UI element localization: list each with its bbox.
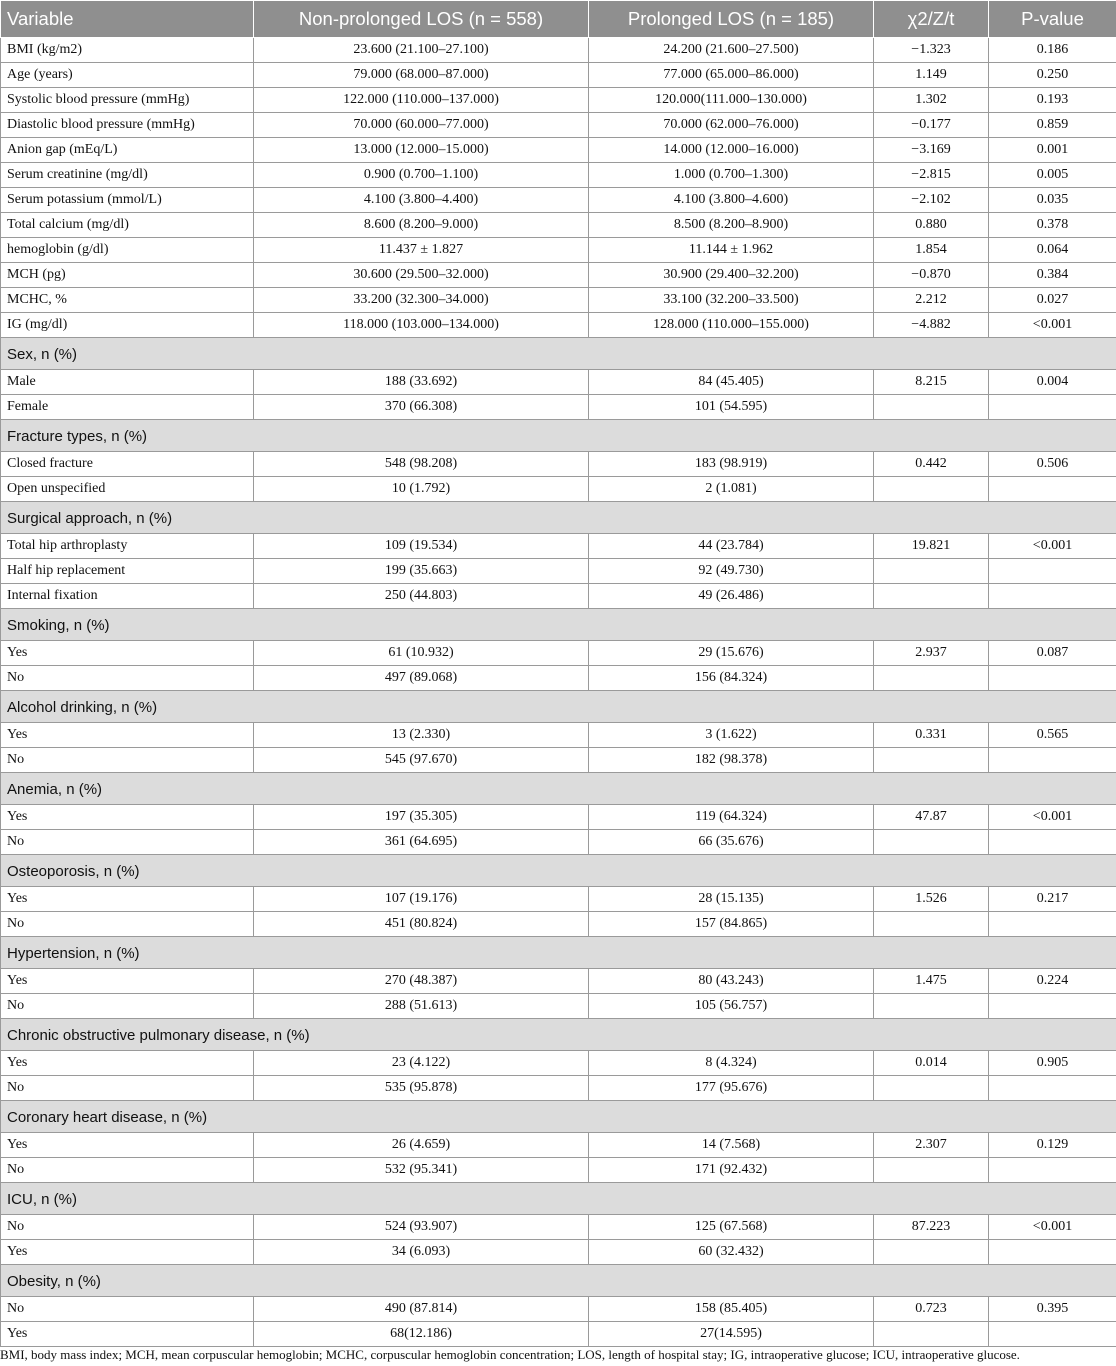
cell-non-prolonged: 13 (2.330) [254,723,589,748]
section-title: Coronary heart disease, n (%) [1,1101,1116,1133]
cell-non-prolonged: 361 (64.695) [254,830,589,855]
cell-prolonged: 128.000 (110.000–155.000) [589,313,874,338]
section-header-row [1,855,1116,887]
section-title: ICU, n (%) [1,1183,1116,1215]
table-row [1,1051,1116,1076]
section-title: Anemia, n (%) [1,773,1116,805]
table-row [1,63,1116,88]
cell-variable: BMI (kg/m2) [1,38,254,63]
cell-non-prolonged: 490 (87.814) [254,1297,589,1322]
cell-prolonged: 171 (92.432) [589,1158,874,1183]
table-row [1,666,1116,691]
cell-statistic: −3.169 [874,138,989,163]
cell-p-value: 0.087 [989,641,1116,666]
cell-prolonged: 84 (45.405) [589,370,874,395]
cell-prolonged: 28 (15.135) [589,887,874,912]
table-row [1,534,1116,559]
cell-prolonged: 183 (98.919) [589,452,874,477]
header-row [1,1,1116,38]
table-row [1,723,1116,748]
table-row [1,452,1116,477]
cell-statistic: 0.880 [874,213,989,238]
cell-prolonged: 8.500 (8.200–8.900) [589,213,874,238]
cell-statistic: 1.302 [874,88,989,113]
cell-prolonged: 3 (1.622) [589,723,874,748]
table-header [1,1,1116,38]
cell-statistic: 87.223 [874,1215,989,1240]
table-row [1,88,1116,113]
section-title: Osteoporosis, n (%) [1,855,1116,887]
table-row [1,1240,1116,1265]
cell-variable: Yes [1,1240,254,1265]
cell-statistic [874,1076,989,1101]
header-variable: Variable [1,1,254,38]
section-header-row [1,1019,1116,1051]
cell-statistic [874,1158,989,1183]
cell-prolonged: 70.000 (62.000–76.000) [589,113,874,138]
cell-statistic [874,395,989,420]
cell-non-prolonged: 118.000 (103.000–134.000) [254,313,589,338]
cell-prolonged: 2 (1.081) [589,477,874,502]
cell-prolonged: 14 (7.568) [589,1133,874,1158]
cell-statistic: 1.854 [874,238,989,263]
table-body [1,38,1116,1347]
cell-non-prolonged: 26 (4.659) [254,1133,589,1158]
cell-variable: No [1,1297,254,1322]
cell-p-value: 0.378 [989,213,1116,238]
table-row [1,748,1116,773]
cell-prolonged: 92 (49.730) [589,559,874,584]
cell-prolonged: 8 (4.324) [589,1051,874,1076]
cell-statistic [874,584,989,609]
cell-p-value [989,1240,1116,1265]
table-footnote: BMI, body mass index; MCH, mean corpuscular hemoglobin; MCHC, corpuscular hemoglobin concentration; LOS, length of hospital stay; IG, intraoperative glucose; ICU, intraoperative glucose. [0,1347,1020,1362]
cell-prolonged: 80 (43.243) [589,969,874,994]
cell-variable: No [1,912,254,937]
cell-variable: MCH (pg) [1,263,254,288]
cell-p-value: <0.001 [989,805,1116,830]
cell-statistic: 1.526 [874,887,989,912]
cell-prolonged: 119 (64.324) [589,805,874,830]
cell-statistic [874,1240,989,1265]
section-header-row [1,773,1116,805]
section-title: Alcohol drinking, n (%) [1,691,1116,723]
cell-variable: hemoglobin (g/dl) [1,238,254,263]
cell-non-prolonged: 532 (95.341) [254,1158,589,1183]
table-row [1,213,1116,238]
section-header-row [1,338,1116,370]
table-row [1,969,1116,994]
cell-variable: Total hip arthroplasty [1,534,254,559]
table-row [1,113,1116,138]
table-row [1,1297,1116,1322]
table-row [1,238,1116,263]
cell-non-prolonged: 288 (51.613) [254,994,589,1019]
cell-p-value [989,994,1116,1019]
cell-p-value: 0.859 [989,113,1116,138]
header-non-prolonged: Non-prolonged LOS (n = 558) [254,1,589,38]
cell-p-value [989,666,1116,691]
cell-variable: Age (years) [1,63,254,88]
cell-prolonged: 157 (84.865) [589,912,874,937]
section-header-row [1,691,1116,723]
table-row [1,263,1116,288]
cell-prolonged: 77.000 (65.000–86.000) [589,63,874,88]
cell-p-value: <0.001 [989,1215,1116,1240]
cell-non-prolonged: 70.000 (60.000–77.000) [254,113,589,138]
cell-statistic: −4.882 [874,313,989,338]
cell-p-value: 0.384 [989,263,1116,288]
table-row [1,994,1116,1019]
cell-p-value: 0.217 [989,887,1116,912]
table-row [1,1215,1116,1240]
cell-prolonged: 60 (32.432) [589,1240,874,1265]
table-row [1,1322,1116,1347]
cell-non-prolonged: 535 (95.878) [254,1076,589,1101]
cell-statistic: 47.87 [874,805,989,830]
cell-non-prolonged: 270 (48.387) [254,969,589,994]
cell-variable: Internal fixation [1,584,254,609]
cell-prolonged: 14.000 (12.000–16.000) [589,138,874,163]
table-row [1,477,1116,502]
cell-non-prolonged: 197 (35.305) [254,805,589,830]
cell-variable: Anion gap (mEq/L) [1,138,254,163]
cell-statistic: 1.149 [874,63,989,88]
cell-statistic: 0.014 [874,1051,989,1076]
cell-p-value: 0.905 [989,1051,1116,1076]
cell-non-prolonged: 61 (10.932) [254,641,589,666]
table-row [1,395,1116,420]
cell-prolonged: 125 (67.568) [589,1215,874,1240]
cell-non-prolonged: 497 (89.068) [254,666,589,691]
cell-variable: No [1,1158,254,1183]
header-prolonged: Prolonged LOS (n = 185) [589,1,874,38]
table-row [1,559,1116,584]
section-title: Chronic obstructive pulmonary disease, n (%) [1,1019,1116,1051]
cell-statistic: −0.177 [874,113,989,138]
cell-prolonged: 177 (95.676) [589,1076,874,1101]
cell-non-prolonged: 188 (33.692) [254,370,589,395]
cell-p-value: 0.005 [989,163,1116,188]
cell-p-value: 0.565 [989,723,1116,748]
cell-variable: Yes [1,805,254,830]
cell-prolonged: 66 (35.676) [589,830,874,855]
table-row [1,1158,1116,1183]
section-title: Hypertension, n (%) [1,937,1116,969]
cell-variable: Female [1,395,254,420]
table-row [1,584,1116,609]
cell-non-prolonged: 13.000 (12.000–15.000) [254,138,589,163]
cell-variable: Closed fracture [1,452,254,477]
section-header-row [1,609,1116,641]
cell-p-value: 0.004 [989,370,1116,395]
cell-variable: No [1,666,254,691]
cell-p-value: 0.506 [989,452,1116,477]
cell-variable: Male [1,370,254,395]
section-header-row [1,1265,1116,1297]
cell-prolonged: 156 (84.324) [589,666,874,691]
cell-prolonged: 29 (15.676) [589,641,874,666]
cell-p-value: 0.064 [989,238,1116,263]
cell-non-prolonged: 199 (35.663) [254,559,589,584]
cell-statistic: 0.442 [874,452,989,477]
cell-statistic: 0.331 [874,723,989,748]
table-row [1,138,1116,163]
cell-statistic [874,477,989,502]
cell-variable: IG (mg/dl) [1,313,254,338]
table-row [1,887,1116,912]
cell-non-prolonged: 23 (4.122) [254,1051,589,1076]
cell-p-value [989,395,1116,420]
cell-variable: MCHC, % [1,288,254,313]
cell-p-value: 0.250 [989,63,1116,88]
cell-non-prolonged: 4.100 (3.800–4.400) [254,188,589,213]
cell-variable: Half hip replacement [1,559,254,584]
section-header-row [1,420,1116,452]
cell-variable: No [1,830,254,855]
cell-statistic [874,666,989,691]
section-header-row [1,1101,1116,1133]
cell-non-prolonged: 68(12.186) [254,1322,589,1347]
cell-p-value: 0.186 [989,38,1116,63]
cell-statistic: 1.475 [874,969,989,994]
cell-variable: Yes [1,641,254,666]
table-row [1,370,1116,395]
cell-statistic: 2.937 [874,641,989,666]
table-row [1,38,1116,63]
header-statistic: χ2/Z/t [874,1,989,38]
section-title: Fracture types, n (%) [1,420,1116,452]
cell-non-prolonged: 79.000 (68.000–87.000) [254,63,589,88]
cell-variable: Yes [1,1322,254,1347]
cell-variable: Yes [1,1051,254,1076]
cell-non-prolonged: 109 (19.534) [254,534,589,559]
cell-statistic: 2.212 [874,288,989,313]
section-header-row [1,502,1116,534]
header-p-value: P-value [989,1,1116,38]
cell-non-prolonged: 0.900 (0.700–1.100) [254,163,589,188]
cell-variable: Yes [1,1133,254,1158]
cell-p-value [989,830,1116,855]
cell-statistic: −2.815 [874,163,989,188]
table-row [1,1133,1116,1158]
cell-prolonged: 11.144 ± 1.962 [589,238,874,263]
cell-p-value [989,559,1116,584]
cell-non-prolonged: 524 (93.907) [254,1215,589,1240]
cell-non-prolonged: 451 (80.824) [254,912,589,937]
cell-non-prolonged: 11.437 ± 1.827 [254,238,589,263]
section-title: Sex, n (%) [1,338,1116,370]
section-title: Obesity, n (%) [1,1265,1116,1297]
cell-non-prolonged: 33.200 (32.300–34.000) [254,288,589,313]
table-row [1,830,1116,855]
cell-statistic [874,912,989,937]
cell-non-prolonged: 122.000 (110.000–137.000) [254,88,589,113]
cell-variable: Open unspecified [1,477,254,502]
cell-variable: Serum potassium (mmol/L) [1,188,254,213]
cell-non-prolonged: 370 (66.308) [254,395,589,420]
cell-p-value: 0.027 [989,288,1116,313]
cell-variable: Yes [1,887,254,912]
cell-statistic: 2.307 [874,1133,989,1158]
cell-variable: Systolic blood pressure (mmHg) [1,88,254,113]
cell-p-value: <0.001 [989,313,1116,338]
cell-prolonged: 30.900 (29.400–32.200) [589,263,874,288]
cell-prolonged: 105 (56.757) [589,994,874,1019]
cell-statistic: −2.102 [874,188,989,213]
cell-variable: No [1,1076,254,1101]
table-row [1,1076,1116,1101]
cell-variable: Yes [1,969,254,994]
cell-p-value: 0.129 [989,1133,1116,1158]
cell-prolonged: 44 (23.784) [589,534,874,559]
cell-variable: No [1,748,254,773]
cell-p-value [989,748,1116,773]
table-row [1,805,1116,830]
table-row [1,641,1116,666]
cell-statistic [874,994,989,1019]
cell-variable: Serum creatinine (mg/dl) [1,163,254,188]
cell-prolonged: 49 (26.486) [589,584,874,609]
cell-prolonged: 158 (85.405) [589,1297,874,1322]
cell-statistic: 0.723 [874,1297,989,1322]
cell-p-value [989,477,1116,502]
cell-p-value [989,912,1116,937]
cell-statistic: 8.215 [874,370,989,395]
cell-non-prolonged: 548 (98.208) [254,452,589,477]
section-title: Smoking, n (%) [1,609,1116,641]
cell-non-prolonged: 10 (1.792) [254,477,589,502]
table-row [1,313,1116,338]
cell-statistic [874,748,989,773]
cell-non-prolonged: 30.600 (29.500–32.000) [254,263,589,288]
cell-prolonged: 27(14.595) [589,1322,874,1347]
cell-p-value: 0.193 [989,88,1116,113]
cell-prolonged: 182 (98.378) [589,748,874,773]
table-row [1,288,1116,313]
cell-prolonged: 24.200 (21.600–27.500) [589,38,874,63]
cell-variable: Diastolic blood pressure (mmHg) [1,113,254,138]
cell-prolonged: 120.000(111.000–130.000) [589,88,874,113]
cell-non-prolonged: 545 (97.670) [254,748,589,773]
cell-statistic [874,559,989,584]
cell-statistic: 19.821 [874,534,989,559]
section-header-row [1,1183,1116,1215]
cell-p-value [989,584,1116,609]
cell-non-prolonged: 250 (44.803) [254,584,589,609]
cell-p-value [989,1322,1116,1347]
cell-statistic: −1.323 [874,38,989,63]
cell-variable: Yes [1,723,254,748]
cell-non-prolonged: 8.600 (8.200–9.000) [254,213,589,238]
table-row [1,188,1116,213]
section-title: Surgical approach, n (%) [1,502,1116,534]
cell-prolonged: 33.100 (32.200–33.500) [589,288,874,313]
cell-non-prolonged: 34 (6.093) [254,1240,589,1265]
cell-p-value [989,1076,1116,1101]
cell-p-value: 0.395 [989,1297,1116,1322]
cell-p-value: 0.224 [989,969,1116,994]
cell-statistic [874,1322,989,1347]
table-row [1,163,1116,188]
cell-p-value: <0.001 [989,534,1116,559]
cell-prolonged: 4.100 (3.800–4.600) [589,188,874,213]
cell-variable: Total calcium (mg/dl) [1,213,254,238]
cell-non-prolonged: 23.600 (21.100–27.100) [254,38,589,63]
table-row [1,912,1116,937]
cell-variable: No [1,1215,254,1240]
cell-statistic [874,830,989,855]
cell-non-prolonged: 107 (19.176) [254,887,589,912]
cell-p-value: 0.035 [989,188,1116,213]
cell-prolonged: 101 (54.595) [589,395,874,420]
cell-p-value: 0.001 [989,138,1116,163]
section-header-row [1,937,1116,969]
cell-p-value [989,1158,1116,1183]
cell-statistic: −0.870 [874,263,989,288]
cell-prolonged: 1.000 (0.700–1.300) [589,163,874,188]
cell-variable: No [1,994,254,1019]
